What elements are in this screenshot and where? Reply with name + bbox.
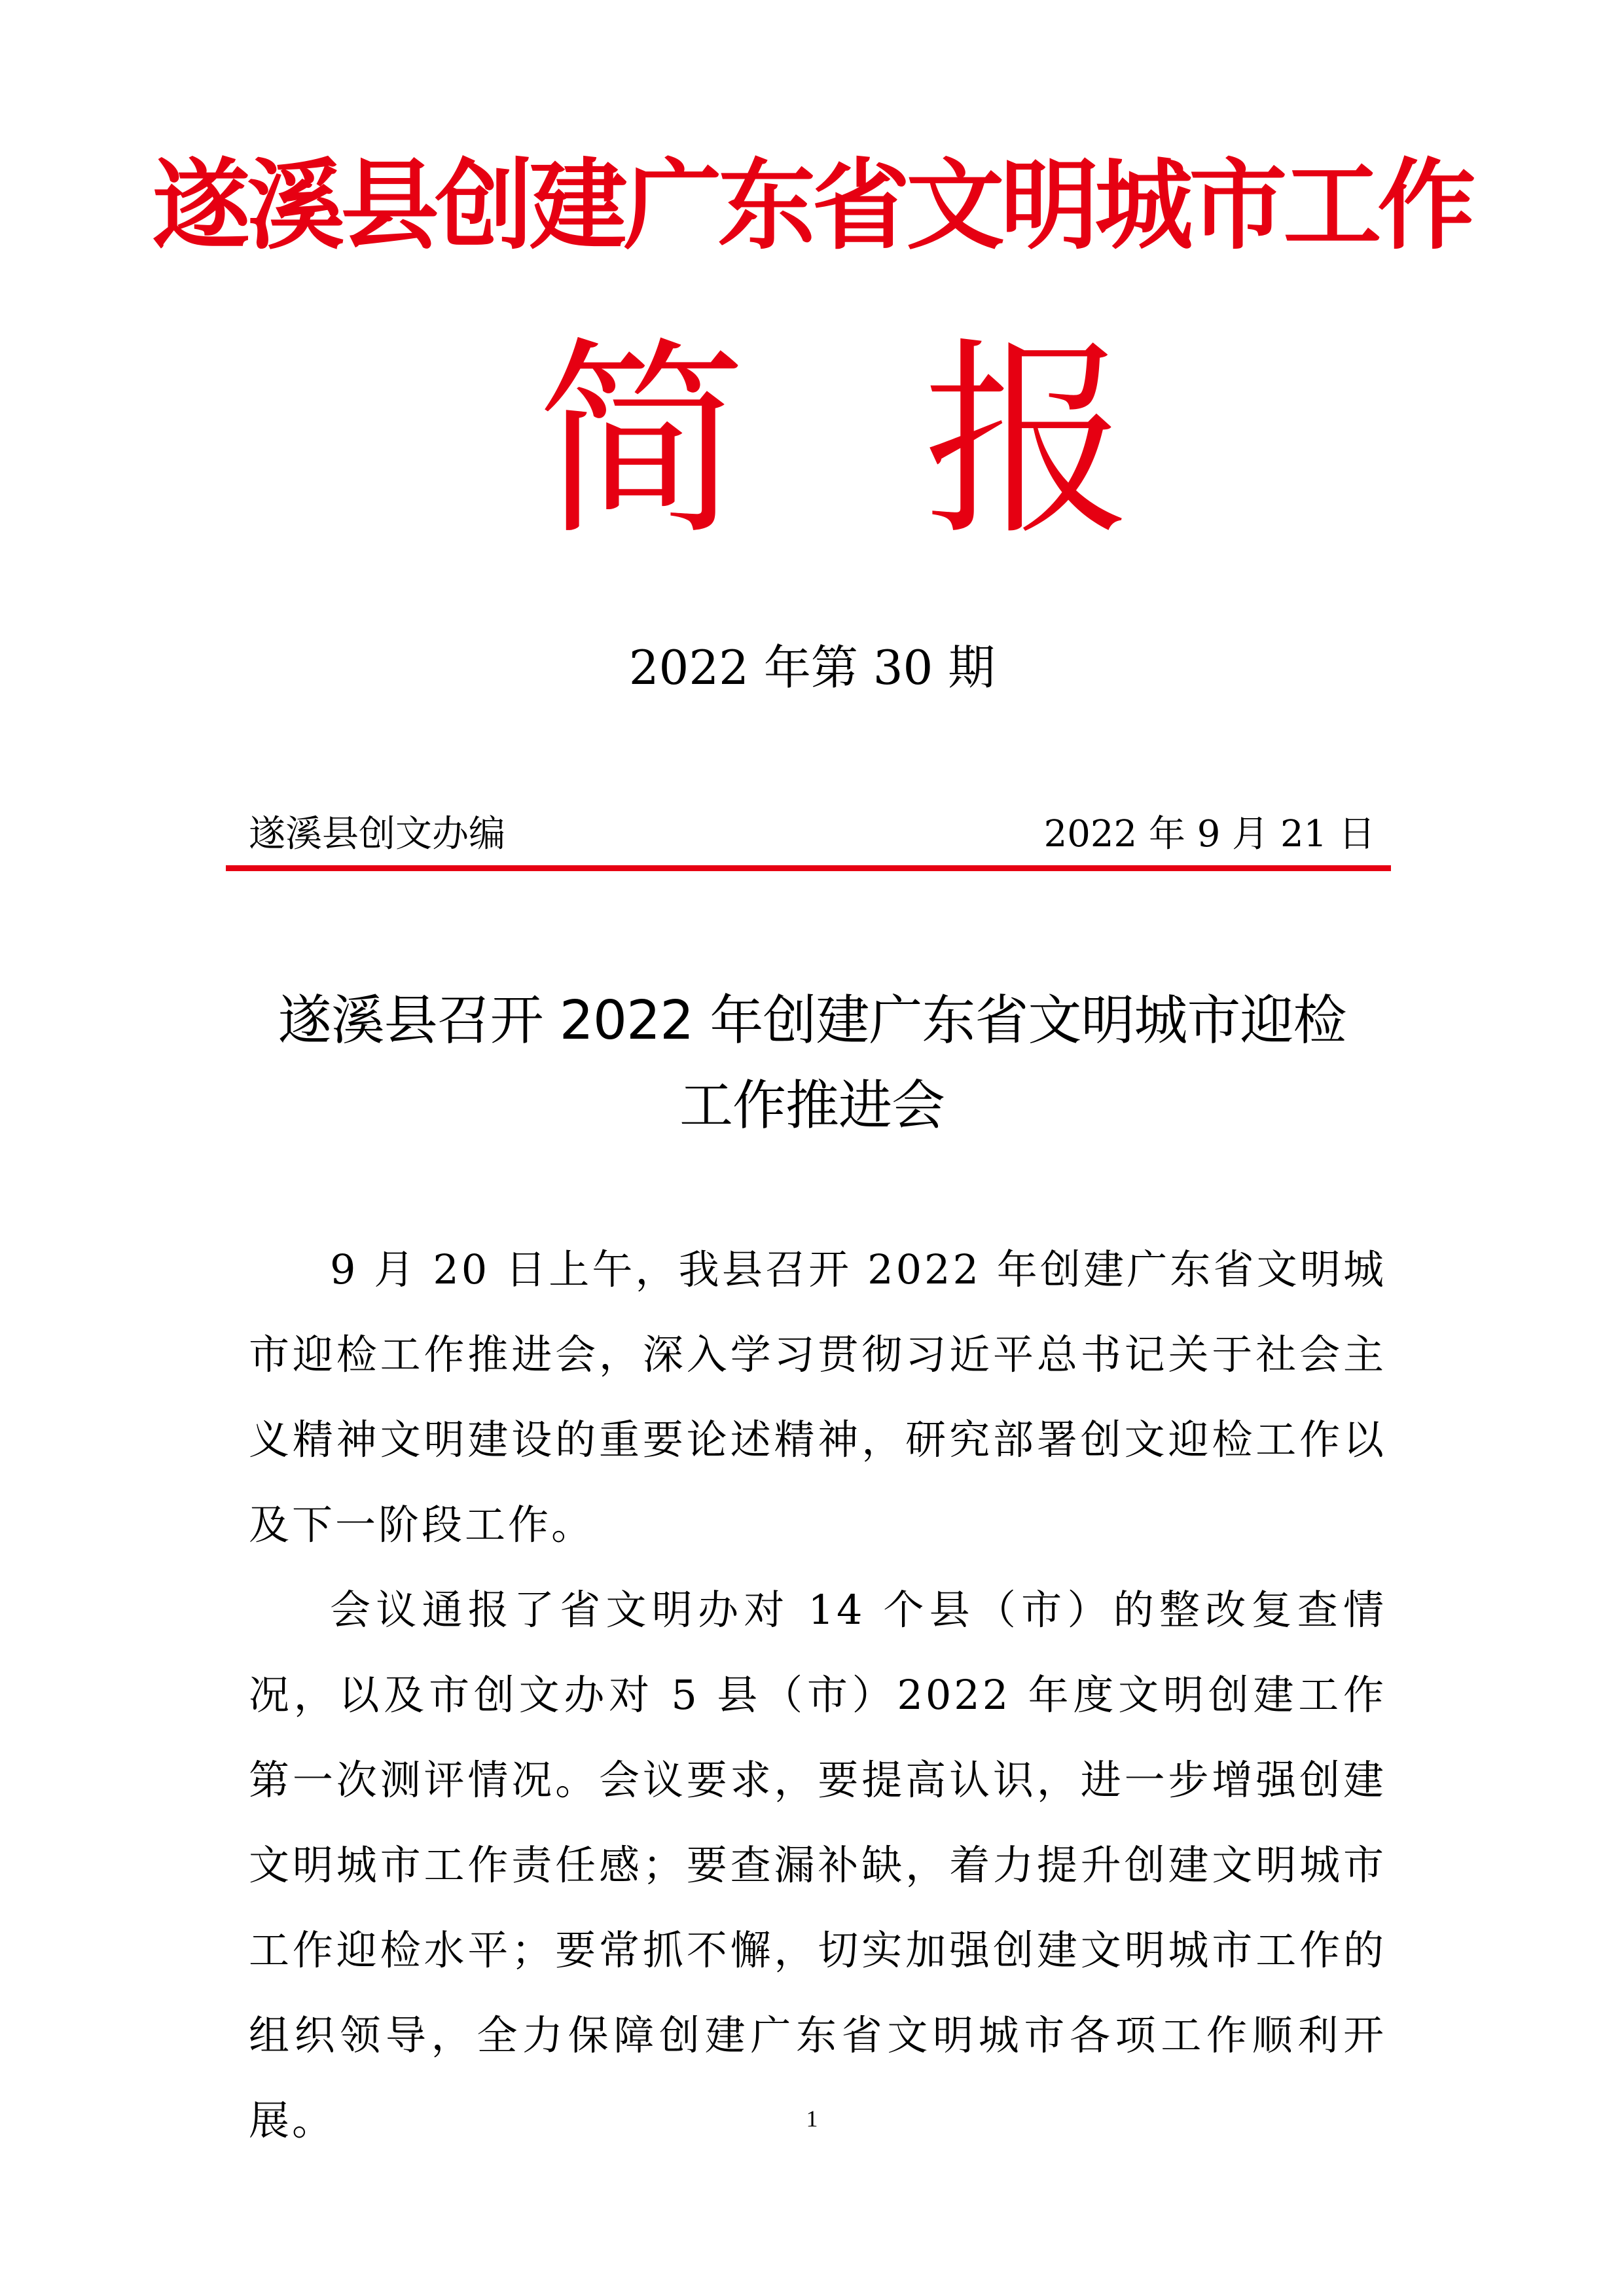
editor-label: 遂溪县创文办编 — [249, 813, 505, 855]
issue-number: 2022 年第 30 期 — [628, 640, 996, 695]
publish-date: 2022 年 9 月 21 日 — [1043, 813, 1375, 855]
article-paragraph: 9 月 20 日上午，我县召开 2022 年创建广东省文明城市迎检工作推进会，深入学习贯彻习近平总书记关于社会主义精神文明建设的重要论述精神，研究部署创文迎检工作以及下一阶段工作。 — [249, 1246, 1386, 1549]
article-title-line-2: 工作推进会 — [679, 1075, 945, 1137]
article-title-line-1: 遂溪县召开 2022 年创建广东省文明城市迎检 — [278, 990, 1346, 1052]
header-divider — [226, 865, 1391, 871]
masthead-title-char-1: 简 — [537, 320, 746, 564]
article-body — [249, 1227, 1386, 2163]
article-paragraph: 会议通报了省文明办对 14 个县（市）的整改复查情况，以及市创文办对 5 县（市）2022 年度文明创建工作第一次测评情况。会议要求，要提高认识，进一步增强创建文明城市工作责任感；要查漏补缺，着力提升创建文明城市工作迎检水平；要常抓不懈，切实加强创建文明城市工作的组织领导，全力保障创建广东省文明城市各项工作顺利开展。 — [249, 1586, 1386, 2144]
article-title — [196, 978, 1428, 1149]
masthead-organization: 遂溪县创建广东省文明城市工作 — [152, 149, 1472, 263]
masthead-title-char-2: 报 — [923, 320, 1132, 564]
page-number: 1 — [806, 2106, 818, 2132]
